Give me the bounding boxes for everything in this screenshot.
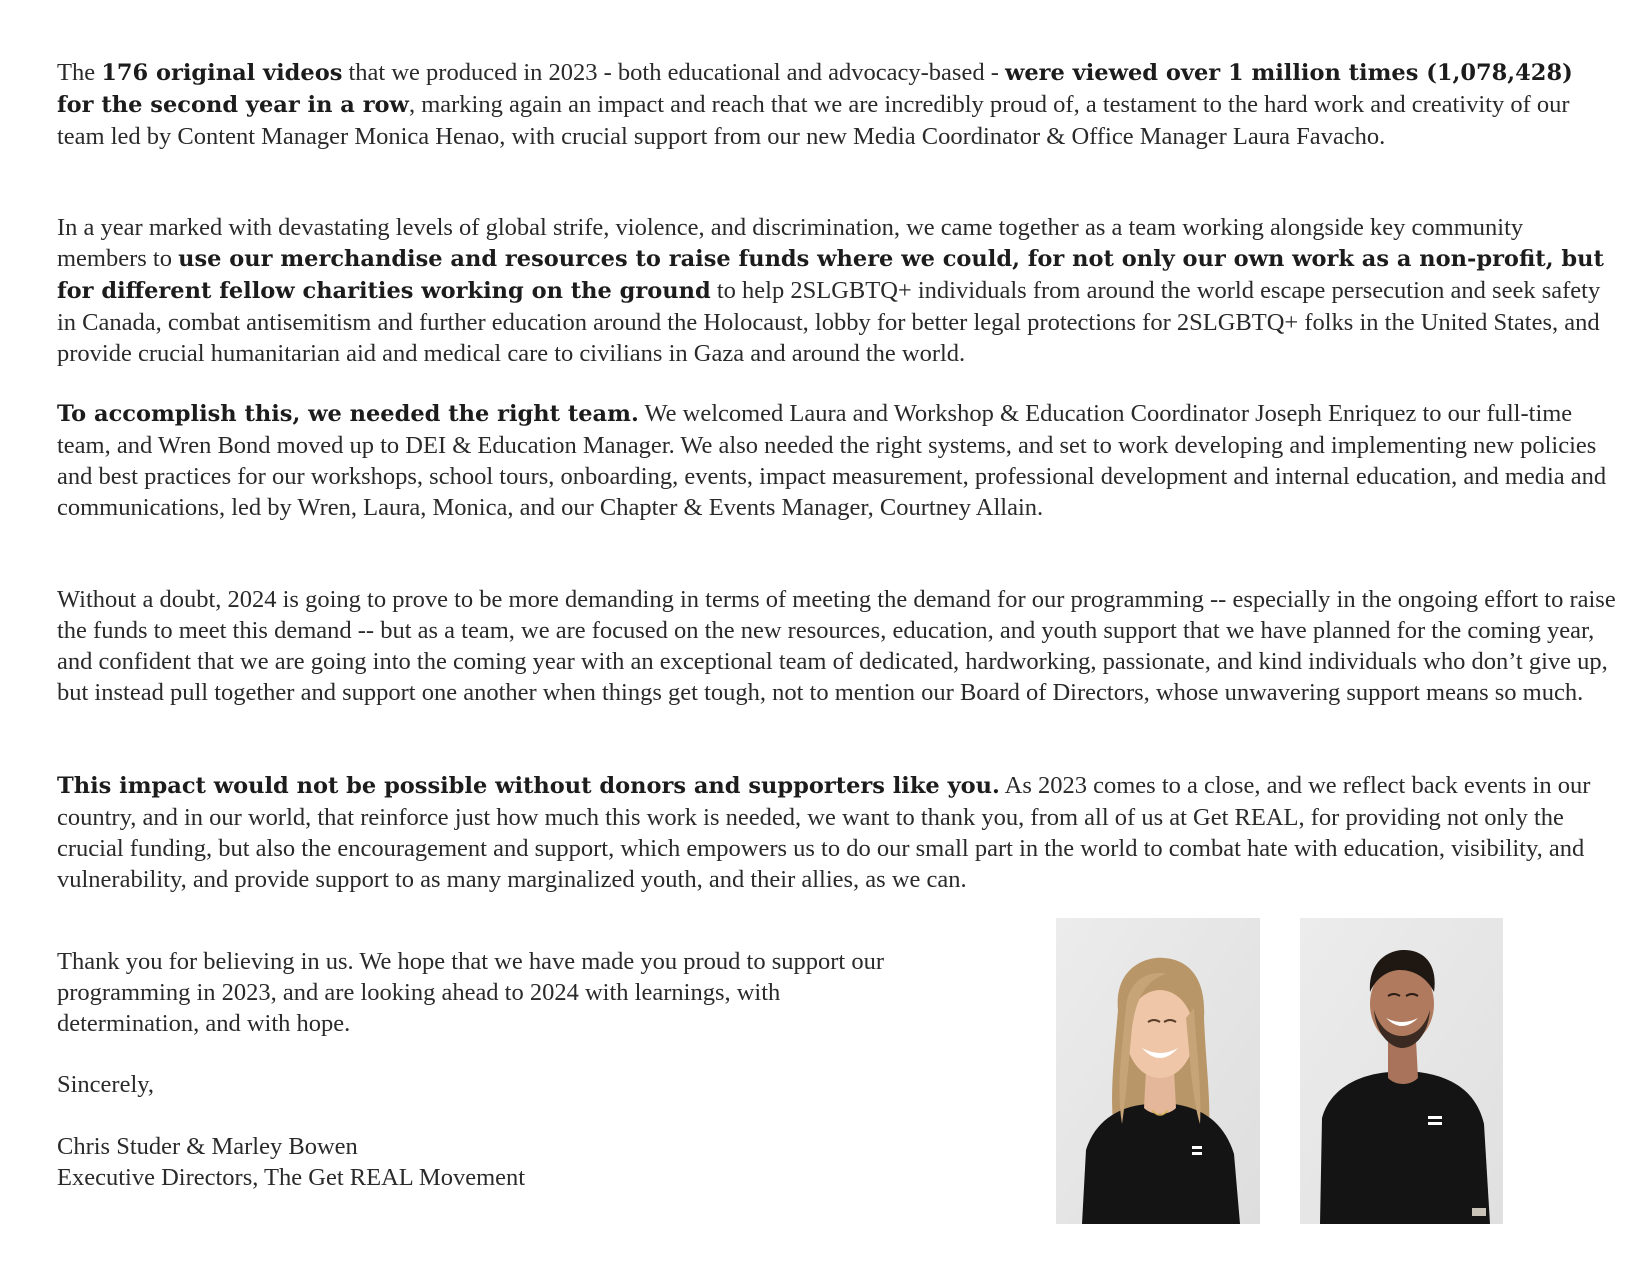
sign-off: Sincerely, [57,1071,155,1098]
signer-names: Chris Studer & Marley Bowen [57,1133,358,1160]
body-text: We welcomed Laura and Workshop & Education Coordinator Joseph Enriquez to our full-time team, and Wren Bond moved up to DEI & Education Manager. We also needed the right systems, and set to work developing and implementing new policies and best practices for our workshops, school tours, onboarding, events, impact measurement, professional development and internal education, and media and communications, led by Wren, Laura, Monica, and our Chapter & Events Manager, Courtney Allain. [57,400,1607,521]
paragraph-outlook-2024 [57,584,1617,708]
emphasis-text: use our merchandise and resources to raise funds where we could, for not only our own work as a non-profit, but for different fellow charities working on the ground [57,246,1604,304]
body-text: Without a doubt, 2024 is going to prove to be more demanding in terms of meeting the demand for our programming -- especially in the ongoing effort to raise the funds to meet this demand -- but as a team, we are focused on the new resources, education, and youth support that we have planned for the coming year, and confident that we are going into the coming year with an exceptional team of dedicated, hardworking, passionate, and kind individuals who don’t give up, but instead pull together and support one another when things get tough, not to mention our Board of Directors, whose unwavering support means so much. [57,586,1616,706]
closing-thanks-line: Thank you for believing in us. We hope that we have made you proud to support our [57,948,884,975]
body-text: that we produced in 2023 - both educational and advocacy-based - [342,59,1005,86]
closing-thanks-line: determination, and with hope. [57,1010,351,1037]
portrait-photo-woman [1056,918,1260,1224]
body-text: As 2023 comes to a close, and we reflect back events in our country, and in our world, that reinforce just how much this work is needed, we want to thank you, from all of us at Get REAL, for providing not only the crucial funding, but also the encouragement and support, which empowers us to do our small part in the world to combat hate with education, visibility, and vulnerability, and provide support to as many marginalized youth, and their allies, as we can. [57,772,1591,893]
paragraph-team [57,398,1617,523]
closing-thanks-line: programming in 2023, and are looking ahead to 2024 with learnings, with [57,979,781,1006]
portrait-photo-man [1300,918,1503,1224]
paragraph-video-impact [57,57,1617,152]
closing-thanks [57,946,1017,1039]
body-text: to help 2SLGBTQ+ individuals from around the world escape persecution and seek safety in Canada, combat antisemitism and further education around the Holocaust, lobby for better legal protections for 2SLGBTQ+ folks in the United States, and provide crucial humanitarian aid and medical care to civilians in Gaza and around the world. [57,277,1601,367]
emphasis-text: To accomplish this, we needed the right team. [57,401,639,427]
signer-title: Executive Directors, The Get REAL Movement [57,1164,526,1191]
signature-block [57,1131,1017,1193]
body-text: , marking again an impact and reach that we are incredibly proud of, a testament to the hard work and creativity of our team led by Content Manager Monica Henao, with crucial support from our new Media Coordinator & Office Manager Laura Favacho. [57,91,1570,150]
paragraph-donor-thanks [57,770,1617,895]
body-text: In a year marked with devastating levels of global strife, violence, and discrimination, we came together as a team working alongside key community members to [57,214,1524,272]
body-text: The [57,59,102,86]
emphasis-text: 176 original videos [101,60,343,86]
emphasis-text: were viewed over 1 million times (1,078,428) for the second year in a row [57,60,1573,118]
emphasis-text: This impact would not be possible without donors and supporters like you. [57,773,1000,799]
paragraph-fundraising [57,212,1617,369]
